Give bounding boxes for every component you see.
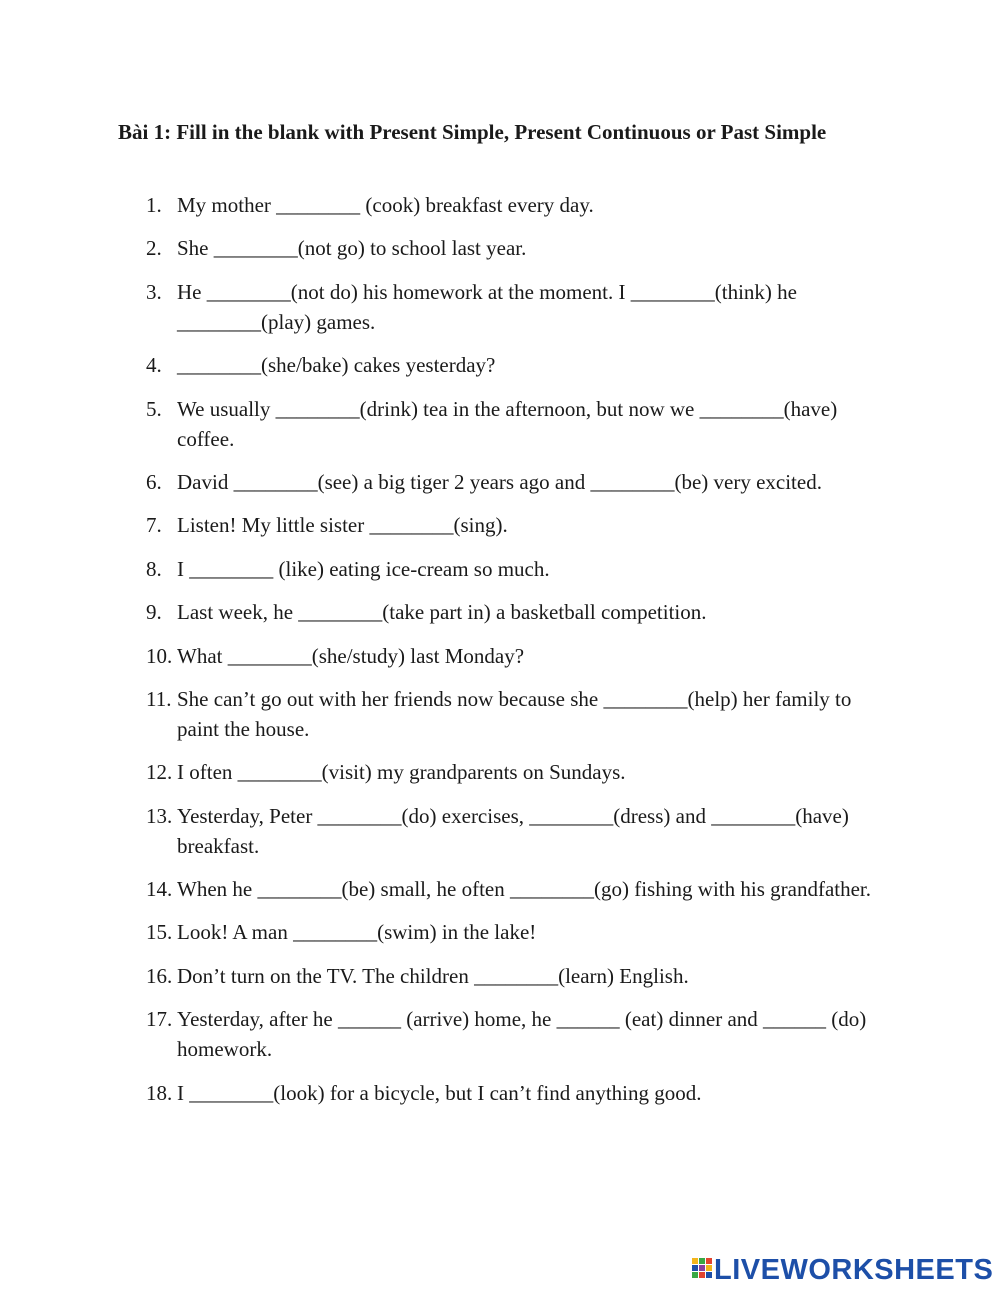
question-text: He ________(not do) his homework at the moment. I ________(think) he ________(play) games. bbox=[177, 279, 797, 334]
question-text: Look! A man ________(swim) in the lake! bbox=[177, 920, 537, 945]
question-item bbox=[146, 684, 896, 744]
question-text: ________(she/bake) cakes yesterday? bbox=[177, 353, 496, 378]
question-number: 14. bbox=[146, 877, 173, 902]
question-text: What ________(she/study) last Monday? bbox=[177, 643, 525, 668]
question-number: 9. bbox=[146, 600, 162, 625]
question-number: 10. bbox=[146, 643, 173, 668]
question-item bbox=[146, 597, 896, 627]
question-text: Don’t turn on the TV. The children ________(learn) English. bbox=[177, 963, 689, 988]
question-item bbox=[146, 554, 896, 584]
question-item bbox=[146, 961, 896, 991]
question-text: My mother ________ (cook) breakfast every day. bbox=[177, 193, 594, 217]
question-number: 18. bbox=[146, 1080, 173, 1105]
question-text: She ________(not go) to school last year. bbox=[177, 236, 527, 261]
question-text: Yesterday, after he ______ (arrive) home, he ______ (eat) dinner and ______ (do) homework. bbox=[177, 1007, 867, 1062]
question-number: 5. bbox=[146, 396, 162, 421]
question-number: 16. bbox=[146, 963, 173, 988]
question-item bbox=[146, 233, 896, 263]
question-text: I ________ (like) eating ice-cream so much. bbox=[177, 556, 550, 581]
question-number: 12. bbox=[146, 760, 173, 785]
question-number: 1. bbox=[146, 193, 162, 217]
question-number: 13. bbox=[146, 803, 173, 828]
question-list bbox=[146, 190, 896, 1121]
question-item bbox=[146, 394, 896, 454]
question-number: 15. bbox=[146, 920, 173, 945]
question-text: We usually ________(drink) tea in the afternoon, but now we ________(have) coffee. bbox=[177, 396, 838, 451]
question-number: 6. bbox=[146, 469, 162, 494]
exercise-title: Bài 1: Fill in the blank with Present Simple, Present Continuous or Past Simple bbox=[118, 120, 827, 144]
question-text: Yesterday, Peter ________(do) exercises, ________(dress) and ________(have) breakfast. bbox=[177, 803, 849, 858]
question-item bbox=[146, 874, 896, 904]
question-item bbox=[146, 1078, 896, 1108]
question-item bbox=[146, 277, 896, 337]
question-item bbox=[146, 801, 896, 861]
question-number: 7. bbox=[146, 513, 162, 538]
question-number: 11. bbox=[146, 686, 172, 711]
question-item bbox=[146, 350, 896, 380]
question-number: 4. bbox=[146, 353, 162, 378]
question-number: 8. bbox=[146, 556, 162, 581]
brand-name: LIVEWORKSHEETS bbox=[714, 1253, 994, 1286]
question-text: Last week, he ________(take part in) a basketball competition. bbox=[177, 600, 707, 625]
question-item bbox=[146, 510, 896, 540]
question-item bbox=[146, 641, 896, 671]
question-number: 2. bbox=[146, 236, 162, 261]
liveworksheets-logo-icon bbox=[692, 1258, 712, 1282]
question-text: David ________(see) a big tiger 2 years ago and ________(be) very excited. bbox=[177, 469, 822, 494]
question-text: When he ________(be) small, he often ________(go) fishing with his grandfather. bbox=[177, 877, 872, 902]
question-text: I ________(look) for a bicycle, but I can’t find anything good. bbox=[177, 1080, 702, 1105]
question-number: 17. bbox=[146, 1007, 173, 1032]
question-item bbox=[146, 917, 896, 947]
question-item bbox=[146, 467, 896, 497]
question-text: Listen! My little sister ________(sing). bbox=[177, 513, 508, 538]
question-item bbox=[146, 1004, 896, 1064]
liveworksheets-logo bbox=[692, 1254, 993, 1286]
question-item bbox=[146, 190, 896, 220]
question-text: She can’t go out with her friends now because she ________(help) her family to paint the house. bbox=[177, 686, 852, 741]
question-text: I often ________(visit) my grandparents on Sundays. bbox=[177, 760, 626, 785]
question-number: 3. bbox=[146, 279, 162, 304]
question-item bbox=[146, 757, 896, 787]
